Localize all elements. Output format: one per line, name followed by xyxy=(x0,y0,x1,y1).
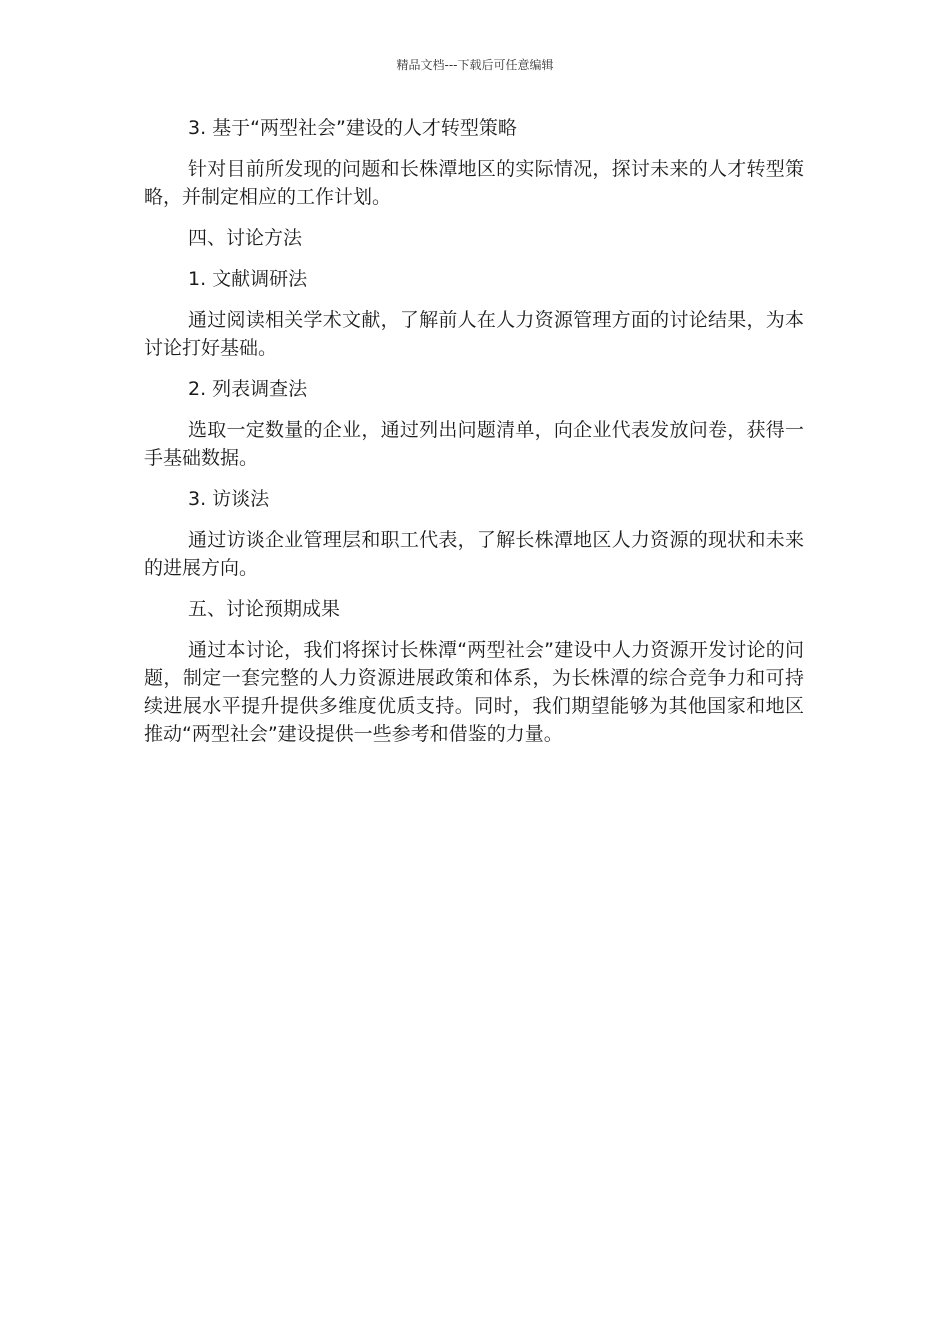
page-header: 精品文档---下载后可任意编辑 xyxy=(396,58,554,72)
paragraph-expected-results-desc: 通过本讨论，我们将探讨长株潭“两型社会”建设中人力资源开发讨论的问题，制定一套完整的人力资源进展政策和体系，为长株潭的综合竞争力和可持续进展水平提升提供多维度优质支持。同时，我们期望能够为其他国家和地区推动“两型社会”建设提供一些参考和借鉴的力量。 xyxy=(144,639,804,745)
subheading-literature: 1. 文献调研法 xyxy=(188,268,308,290)
section-heading-methods: 四、讨论方法 xyxy=(188,227,303,249)
section-heading-talent-strategy: 3. 基于“两型社会”建设的人才转型策略 xyxy=(188,117,517,139)
document-body xyxy=(144,114,804,761)
paragraph-interview-desc: 通过访谈企业管理层和职工代表，了解长株潭地区人力资源的现状和未来的进展方向。 xyxy=(144,529,804,579)
subheading-interview: 3. 访谈法 xyxy=(188,488,270,510)
paragraph-survey-desc: 选取一定数量的企业，通过列出问题清单，向企业代表发放问卷，获得一手基础数据。 xyxy=(144,419,804,469)
paragraph-literature-desc: 通过阅读相关学术文献，了解前人在人力资源管理方面的讨论结果，为本讨论打好基础。 xyxy=(144,309,804,359)
section-heading-expected-results: 五、讨论预期成果 xyxy=(188,598,341,620)
paragraph-strategy-desc: 针对目前所发现的问题和长株潭地区的实际情况，探讨未来的人才转型策略，并制定相应的工作计划。 xyxy=(144,158,804,208)
subheading-survey: 2. 列表调查法 xyxy=(188,378,308,400)
